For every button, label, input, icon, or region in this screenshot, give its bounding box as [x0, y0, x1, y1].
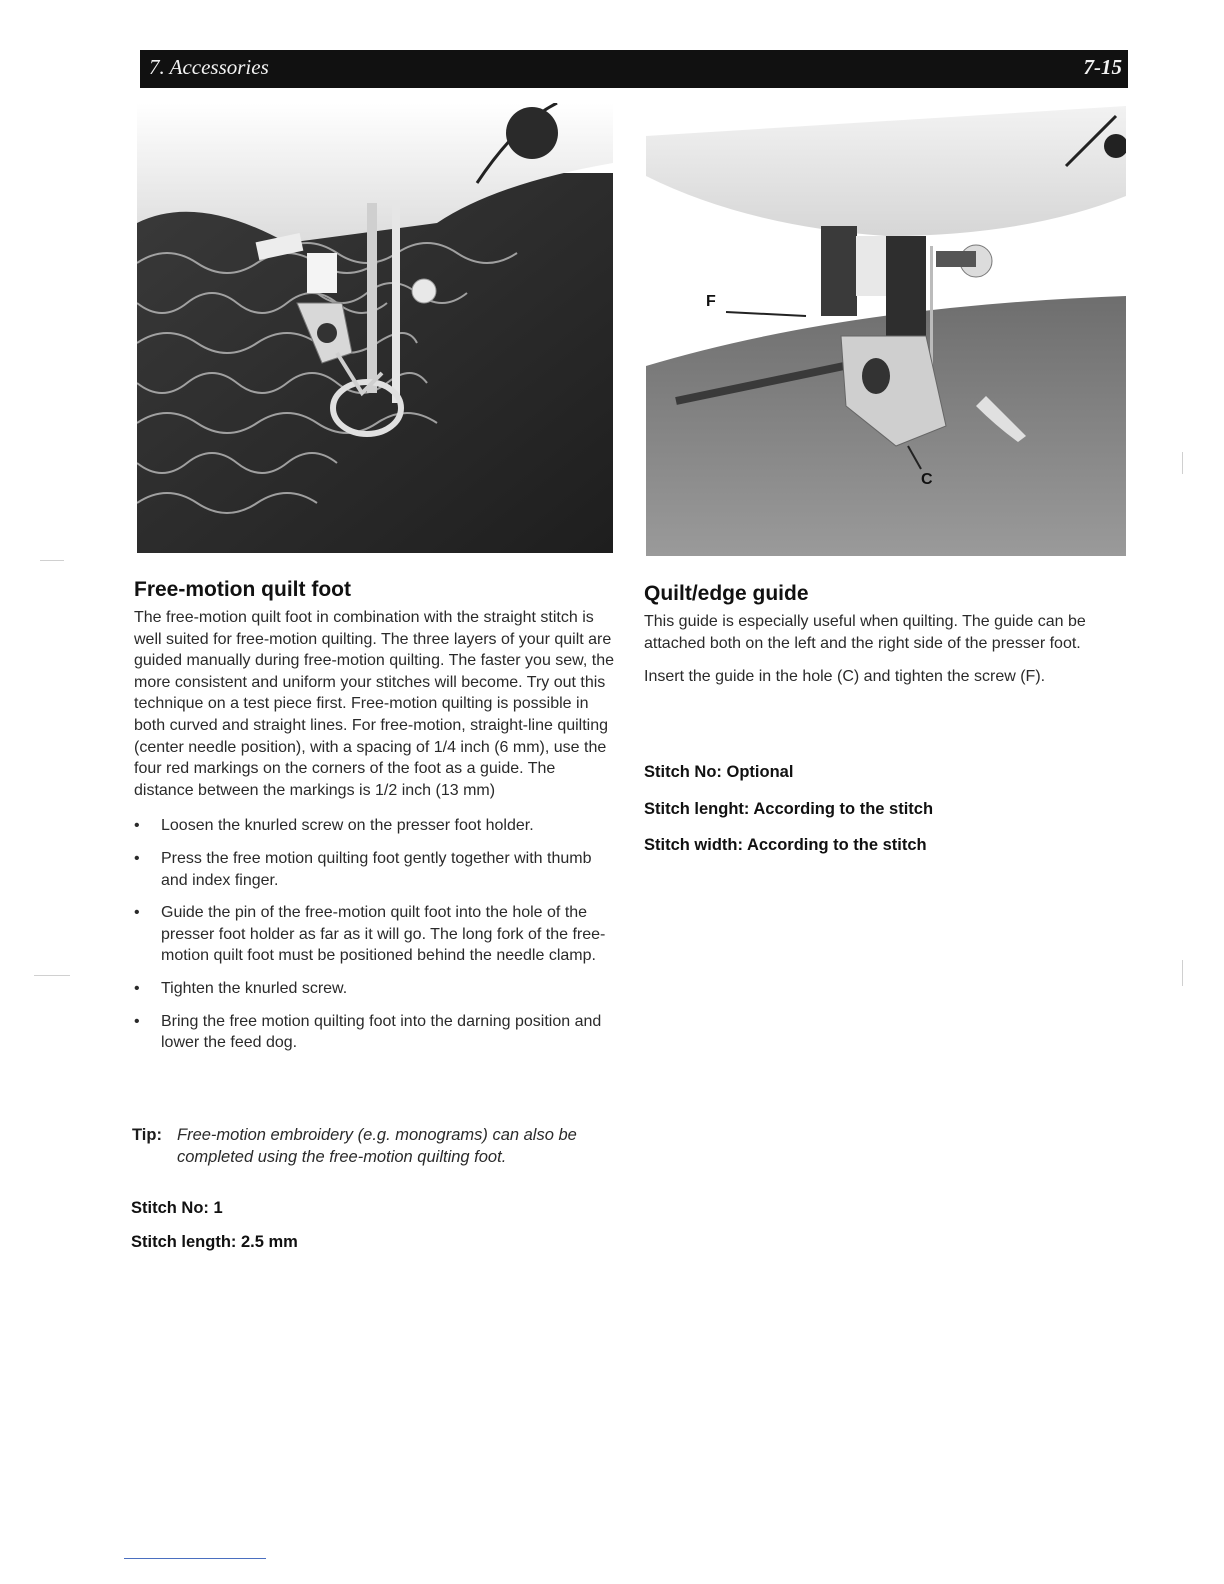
free-motion-stitch-settings	[131, 1198, 298, 1265]
section-title-edge-guide: Quilt/edge guide	[644, 582, 809, 605]
scan-margin-mark	[1182, 452, 1183, 474]
tip-label: Tip:	[132, 1126, 162, 1144]
page-number: 7-15	[1083, 55, 1122, 79]
edge-guide-illustration	[646, 106, 1126, 556]
stitch-width: Stitch width: According to the stitch	[644, 836, 927, 855]
bullet-marker: •	[134, 849, 140, 867]
stitch-length: Stitch length: 2.5 mm	[131, 1232, 298, 1251]
quilt-edge-guide-photo	[646, 106, 1126, 556]
free-motion-quilt-foot-section	[134, 578, 614, 1065]
list-item: • Bring the free motion quilting foot into the darning position and lower the feed dog.	[134, 1012, 602, 1052]
tip-text: Free-motion embroidery (e.g. monograms) can also be completed using the free-motion quilting foot.	[177, 1126, 577, 1166]
bullet-marker: •	[134, 904, 140, 922]
stitch-number: Stitch No: 1	[131, 1199, 223, 1217]
bullet-marker: •	[134, 817, 140, 835]
stitch-length: Stitch lenght: According to the stitch	[644, 799, 934, 818]
tip-note	[132, 1124, 612, 1168]
callout-f-label: F	[706, 293, 716, 310]
free-motion-foot-illustration	[137, 103, 613, 553]
free-motion-intro: The free-motion quilt foot in combination with the straight stitch is well suited for free-motion quilting. The three layers of your quilt are guided manually during free-motion quilting. The faster you sew, the more consistent and uniform your stitches will become. Try out this technique on a test piece first. Free-motion quilting is possible in both curved and straight lines. For free-motion, straight-line quilting (center needle position), with a spacing of 1/4 inch (6 mm), use the four red markings on the corners of the foot as a guide. The distance between the markings is 1/2 inch (13 mm)	[134, 609, 614, 799]
edge-guide-para-2: Insert the guide in the hole (C) and tighten the screw (F).	[644, 668, 1046, 686]
list-item: • Tighten the knurled screw.	[134, 978, 614, 1000]
chapter-header-bar	[140, 50, 1128, 88]
edge-guide-stitch-settings	[644, 762, 933, 872]
section-title-free-motion: Free-motion quilt foot	[134, 578, 351, 601]
callout-c-label: C	[921, 471, 933, 488]
free-motion-steps	[134, 815, 614, 1053]
footer-rule	[124, 1558, 266, 1559]
scan-margin-mark	[34, 975, 70, 976]
edge-guide-para-1: This guide is especially useful when quilting. The guide can be attached both on the left and the right side of the presser foot.	[644, 613, 1086, 652]
scan-margin-mark	[40, 560, 64, 561]
list-item: • Press the free motion quilting foot gently together with thumb and index finger.	[134, 849, 592, 889]
stitch-number: Stitch No: Optional	[644, 763, 794, 781]
list-item: • Guide the pin of the free-motion quilt foot into the hole of the presser foot holder as far as it will go. The long fork of the free-motion quilt foot must be positioned behind the needle clamp.	[134, 904, 606, 965]
list-item: • Loosen the knurled screw on the presser foot holder.	[134, 815, 614, 837]
free-motion-quilt-foot-photo	[137, 103, 613, 553]
chapter-title: 7. Accessories	[149, 55, 269, 79]
bullet-marker: •	[134, 1012, 140, 1030]
bullet-marker: •	[134, 979, 140, 997]
quilt-edge-guide-section	[644, 582, 1128, 688]
scan-margin-mark	[1182, 960, 1183, 986]
